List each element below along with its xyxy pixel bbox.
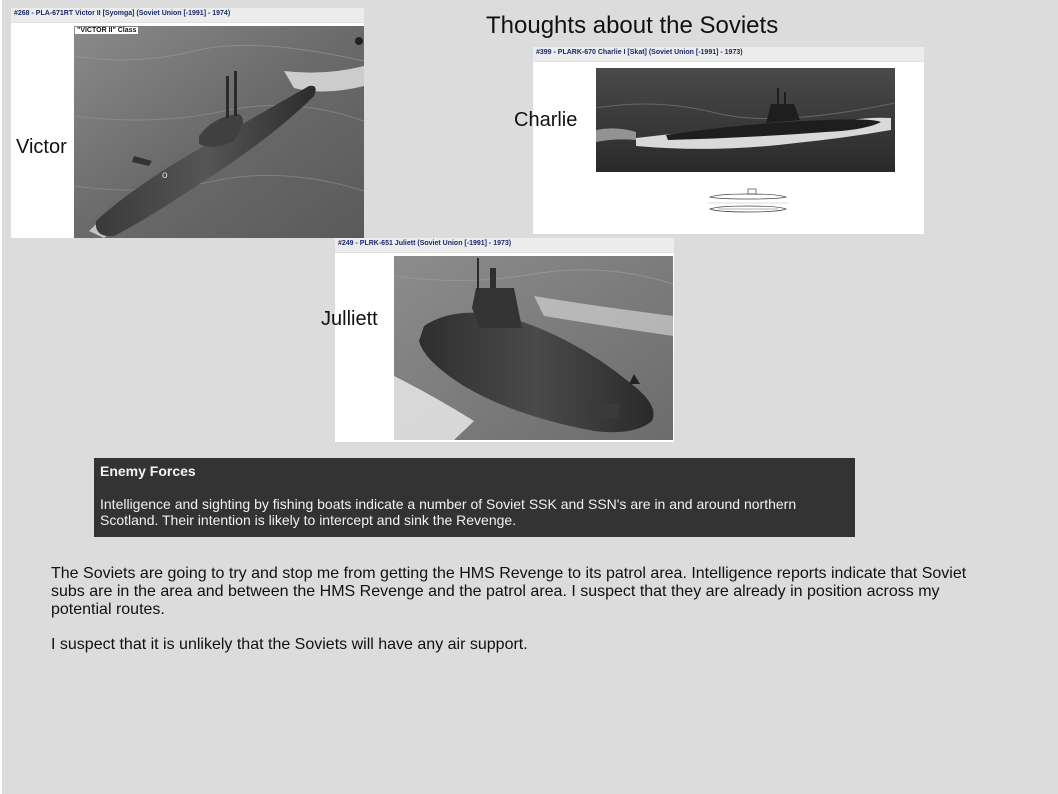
notes-section — [51, 565, 991, 671]
julliett-card — [335, 238, 674, 442]
julliett-caption: #249 - PLRK-651 Juliett (Soviet Union [-1991] - 1973) — [338, 240, 512, 247]
charlie-profile-drawing — [708, 185, 788, 217]
svg-text:o: o — [162, 170, 168, 181]
enemy-forces-text: Intelligence and sighting by fishing boats indicate a number of Soviet SSK and SSN's are in and around northern Scotland. Their intention is likely to intercept and sink the Revenge. — [100, 496, 797, 528]
julliett-label: Julliett — [321, 308, 378, 330]
slide-canvas — [2, 0, 1058, 794]
enemy-forces-heading: Enemy Forces — [100, 463, 196, 479]
charlie-label: Charlie — [514, 109, 578, 131]
victor-caption: #268 - PLA-671RT Victor II [Syomga] (Soviet Union [-1991] - 1974) — [14, 10, 231, 17]
victor-label: Victor — [16, 136, 67, 158]
charlie-caption: #399 - PLARK-670 Charlie I [Skat] (Soviet Union [-1991] - 1973) — [536, 49, 743, 56]
charlie-card — [533, 47, 924, 234]
victor-card — [11, 8, 364, 238]
note-paragraph: I suspect that it is unlikely that the Soviets will have any air support. — [51, 636, 528, 653]
victor-submarine-photo — [74, 26, 364, 238]
note-paragraph: The Soviets are going to try and stop me from getting the HMS Revenge to its patrol area. Intelligence reports indicate that Soviet subs are in the area and between the HMS Revenge and the patrol area. I suspect that they are already in position across my potential routes. — [51, 565, 967, 618]
charlie-submarine-photo — [596, 68, 895, 172]
enemy-forces-box — [94, 458, 855, 537]
slide-title: Thoughts about the Soviets — [486, 12, 779, 39]
victor-photo-caption: "VICTOR II" Class — [77, 27, 137, 34]
julliett-submarine-photo — [394, 256, 673, 440]
